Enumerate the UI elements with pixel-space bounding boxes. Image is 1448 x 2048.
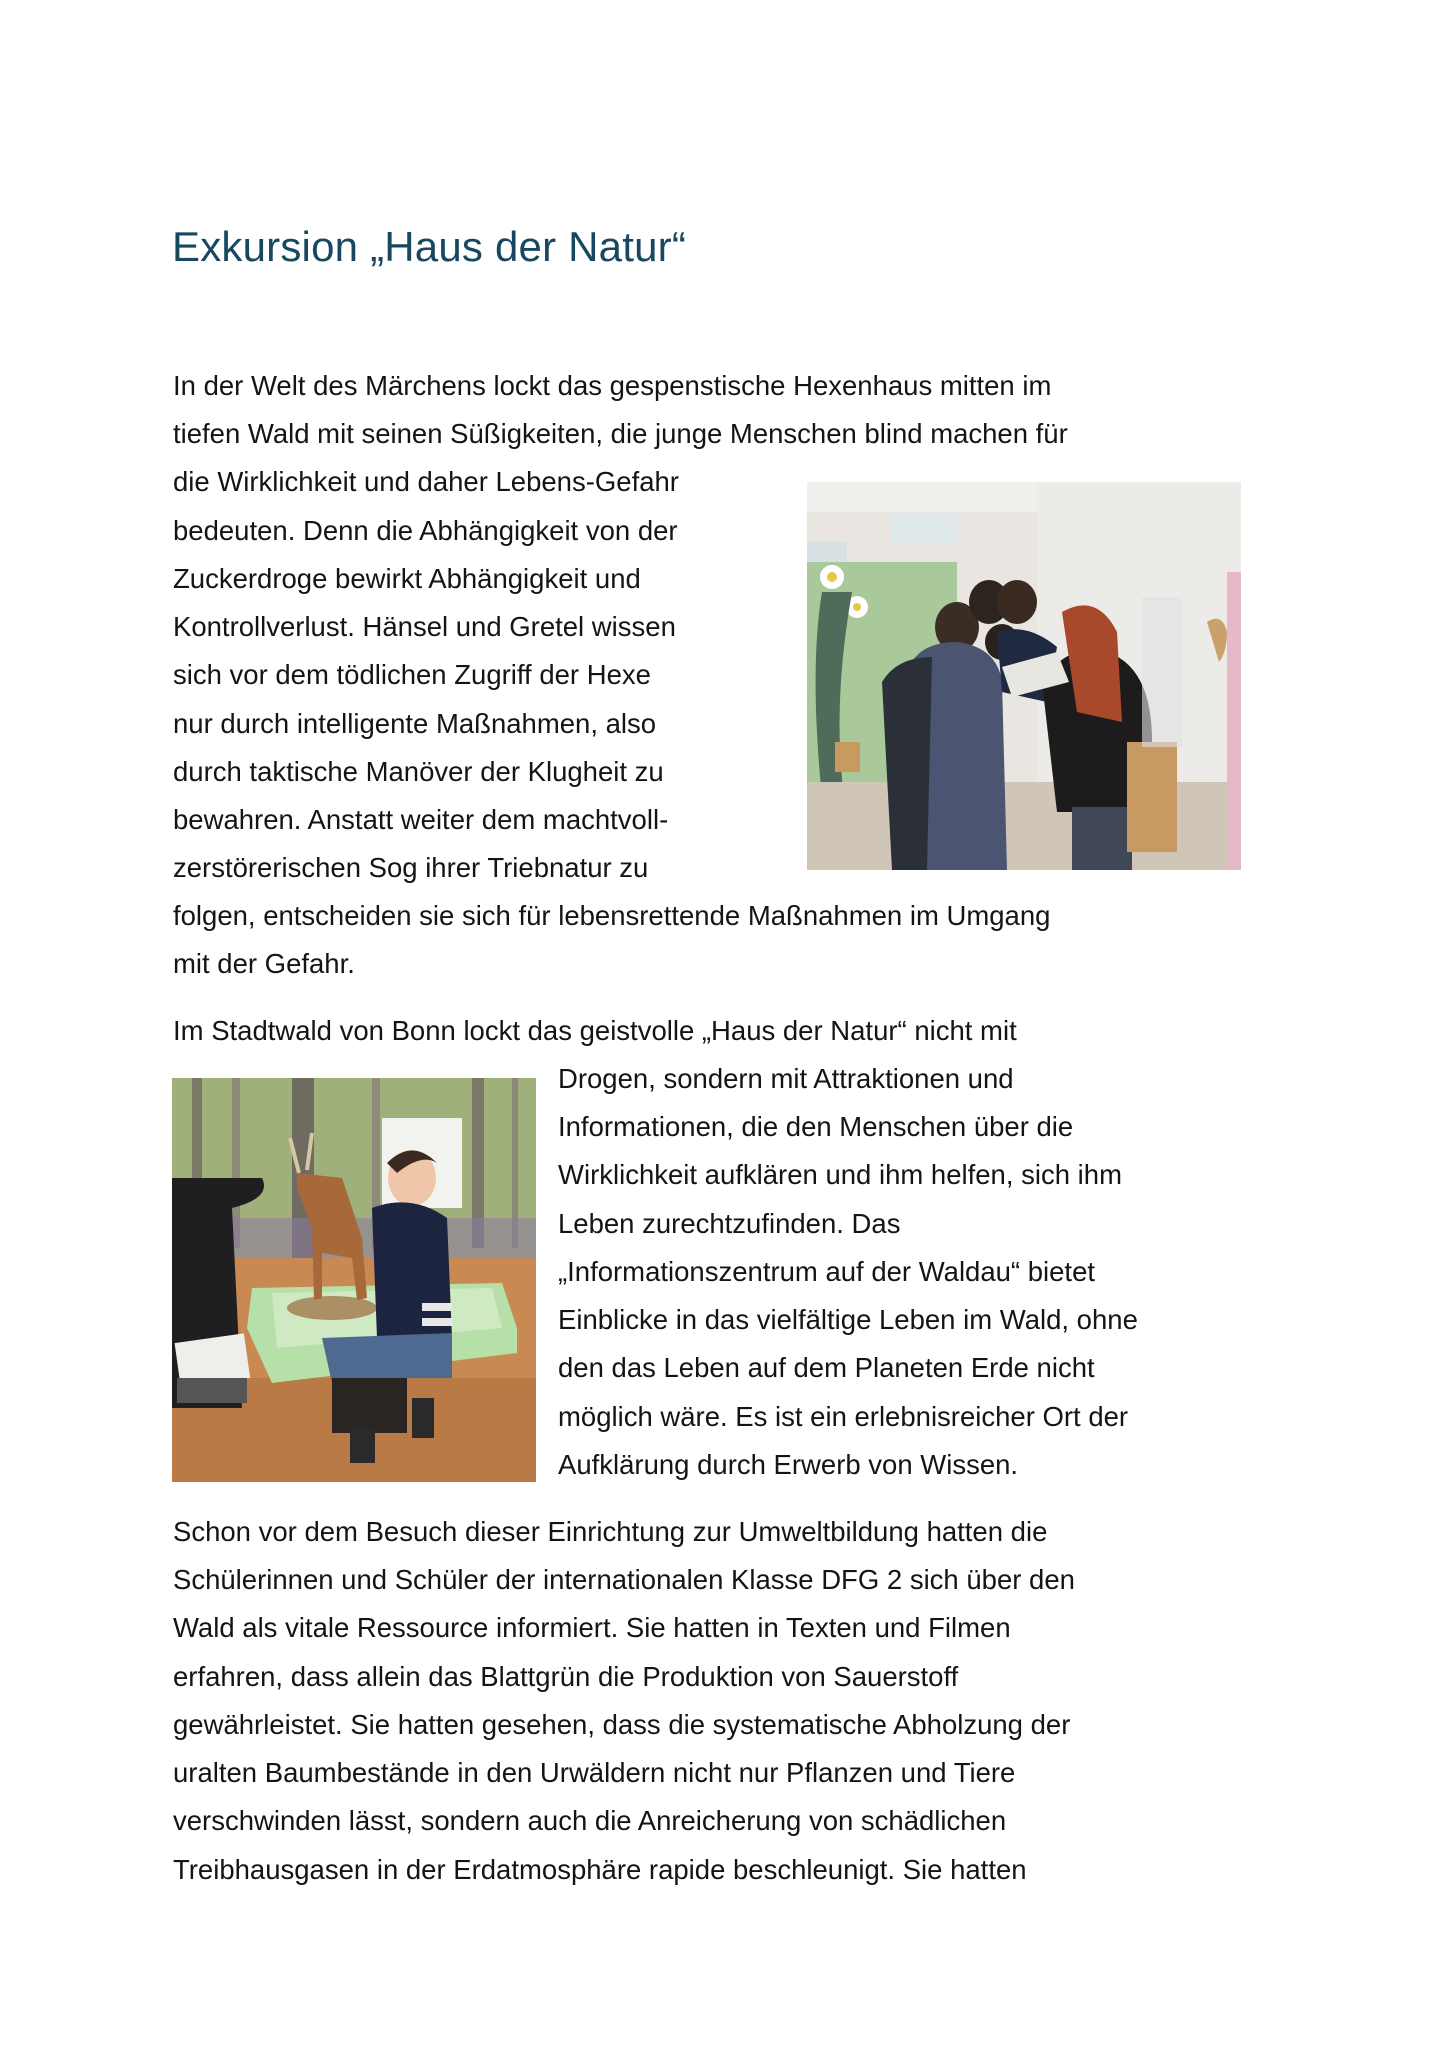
paragraph-line: verschwinden lässt, sondern auch die Anreicherung von schädlichen <box>173 1805 1007 1836</box>
paragraph-line: Leben zurechtzufinden. Das <box>558 1208 901 1239</box>
paragraph-line: Treibhausgasen in der Erdatmosphäre rapide beschleunigt. Sie hatten <box>173 1854 1027 1885</box>
paragraph-line: mit der Gefahr. <box>173 948 355 979</box>
paragraph-line: folgen, entscheiden sie sich für lebensrettende Maßnahmen im Umgang <box>173 900 1051 931</box>
paragraph-line: zerstörerischen Sog ihrer Triebnatur zu <box>173 852 649 883</box>
paragraph-line: uralten Baumbestände in den Urwäldern nicht nur Pflanzen und Tiere <box>173 1757 1016 1788</box>
paragraph-line: Informationen, die den Menschen über die <box>558 1111 1074 1142</box>
paragraph-line: Wald als vitale Ressource informiert. Sie hatten in Texten und Filmen <box>173 1612 1011 1643</box>
paragraph-line: Drogen, sondern mit Attraktionen und <box>558 1063 1014 1094</box>
paragraph-line: Im Stadtwald von Bonn lockt das geistvolle „Haus der Natur“ nicht mit <box>173 1015 1017 1046</box>
paragraph-line: tiefen Wald mit seinen Süßigkeiten, die junge Menschen blind machen für <box>173 418 1068 449</box>
paragraph-line: durch taktische Manöver der Klugheit zu <box>173 756 664 787</box>
paragraph-line: die Wirklichkeit und daher Lebens-Gefahr <box>173 466 679 497</box>
paragraph-line: Kontrollverlust. Hänsel und Gretel wissen <box>173 611 676 642</box>
paragraph-line: möglich wäre. Es ist ein erlebnisreicher Ort der <box>558 1401 1129 1432</box>
paragraph-line: bewahren. Anstatt weiter dem machtvoll- <box>173 804 669 835</box>
photo-students-exhibition-image <box>807 482 1241 870</box>
photo-student-with-deer <box>172 1078 536 1482</box>
paragraph-line: nur durch intelligente Maßnahmen, also <box>173 708 657 739</box>
page-title: Exkursion „Haus der Natur“ <box>172 223 687 270</box>
paragraph-line: erfahren, dass allein das Blattgrün die Produktion von Sauerstoff <box>173 1661 959 1692</box>
paragraph-line: Aufklärung durch Erwerb von Wissen. <box>558 1449 1019 1480</box>
paragraph-line: Schon vor dem Besuch dieser Einrichtung zur Umweltbildung hatten die <box>173 1516 1048 1547</box>
paragraph-line: bedeuten. Denn die Abhängigkeit von der <box>173 515 678 546</box>
photo-students-exhibition <box>807 482 1241 870</box>
paragraph-line: In der Welt des Märchens lockt das gespenstische Hexenhaus mitten im <box>173 370 1052 401</box>
paragraph-line: Wirklichkeit aufklären und ihm helfen, sich ihm <box>558 1159 1122 1190</box>
paragraph-line: gewährleistet. Sie hatten gesehen, dass die systematische Abholzung der <box>173 1709 1071 1740</box>
paragraph-line: „Informationszentrum auf der Waldau“ bietet <box>558 1256 1096 1287</box>
paragraph-line: den das Leben auf dem Planeten Erde nicht <box>558 1352 1095 1383</box>
paragraph-line: Zuckerdroge bewirkt Abhängigkeit und <box>173 563 641 594</box>
photo-student-with-deer-image <box>172 1078 536 1482</box>
paragraph-line: sich vor dem tödlichen Zugriff der Hexe <box>173 659 651 690</box>
paragraph-line: Einblicke in das vielfältige Leben im Wald, ohne <box>558 1304 1138 1335</box>
paragraph-line: Schülerinnen und Schüler der internationalen Klasse DFG 2 sich über den <box>173 1564 1075 1595</box>
